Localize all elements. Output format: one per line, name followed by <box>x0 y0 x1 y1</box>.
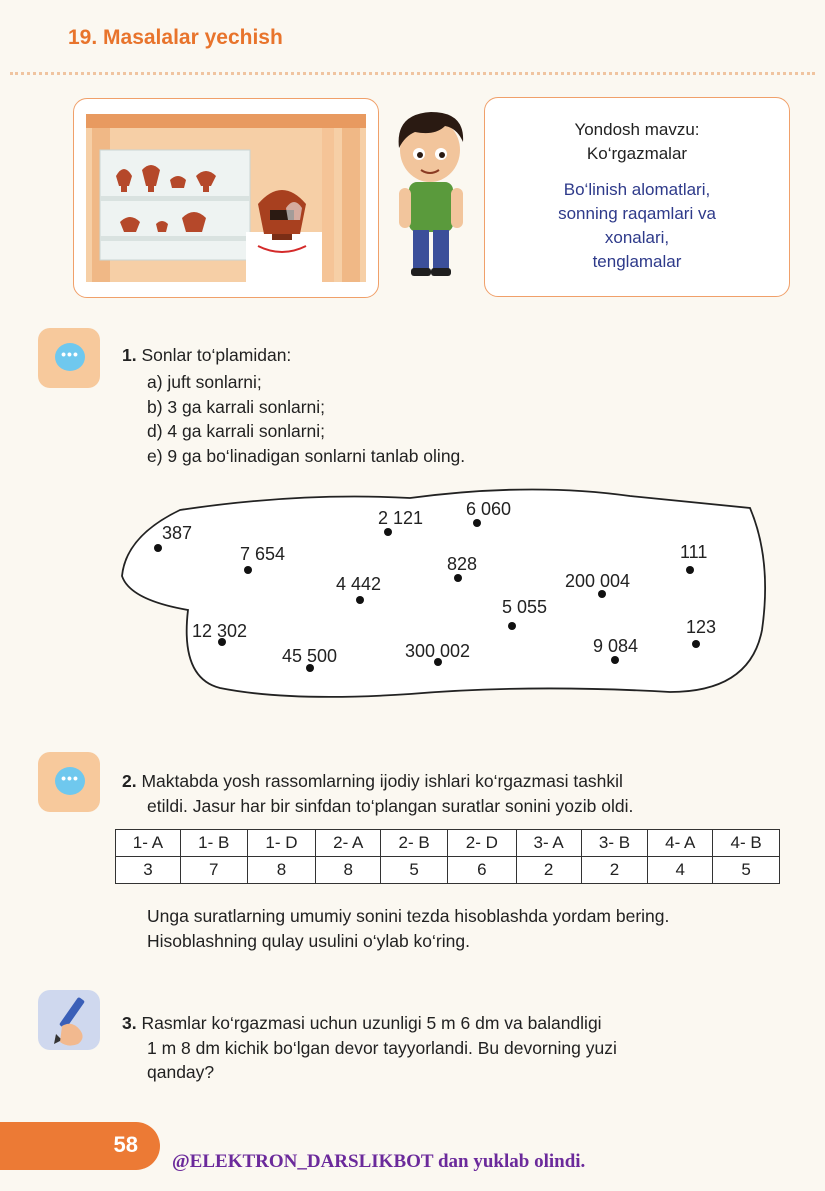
number-label: 2 121 <box>378 508 424 528</box>
task2-text: 2. Maktabda yosh rassomlarning ijodiy ishlari ko‘rgazmasi tashkil etildi. Jasur har bir sinfdan to‘plangan suratlar sonini yozib oldi. <box>122 771 634 816</box>
number-dot <box>686 566 694 574</box>
count-cell: 2 <box>581 857 648 884</box>
number-label: 123 <box>686 617 717 637</box>
number-label: 387 <box>162 523 193 543</box>
count-cell: 8 <box>247 857 316 884</box>
number-label: 9 084 <box>593 636 639 656</box>
chapter-title: 19. Masalalar yechish <box>68 26 283 49</box>
museum-exhibit-image <box>86 114 366 282</box>
class-cell: 3- B <box>581 830 648 857</box>
source-credit: @ELEKTRON_DARSLIKBOT dan yuklab olindi. <box>172 1151 586 1172</box>
number-dot <box>384 528 392 536</box>
number-label: 12 302 <box>192 621 248 641</box>
number-dot <box>154 544 162 552</box>
page-number-tab <box>0 1122 160 1170</box>
topic-title: Yondosh mavzu: Ko‘rgazmalar <box>574 120 700 163</box>
number-label: 111 <box>680 542 708 562</box>
number-label: 4 442 <box>336 574 382 594</box>
task1-prompt: 1. Sonlar to‘plamidan: <box>122 345 292 365</box>
number-dot <box>692 640 700 648</box>
number-label: 300 002 <box>405 641 471 661</box>
task1-items <box>147 370 465 468</box>
pencil-hand-icon <box>38 990 100 1050</box>
task1-item: d) 4 ga karrali sonlarni; <box>147 421 325 441</box>
chat-icon: ••• <box>38 752 100 812</box>
class-cell: 2- D <box>447 830 516 857</box>
class-cell: 1- A <box>116 830 181 857</box>
task1-item: a) juft sonlarni; <box>147 372 262 392</box>
number-label: 200 004 <box>565 571 631 591</box>
count-cell: 4 <box>648 857 713 884</box>
number-dot <box>454 574 462 582</box>
chat-icon: ••• <box>38 328 100 388</box>
topic-subjects: Bo‘linish alomatlari, sonning raqamlari va xonalari, tenglamalar <box>558 180 716 271</box>
task3-text: 3. Rasmlar ko‘rgazmasi uchun uzunligi 5 m 6 dm va balandligi 1 m 8 dm kichik bo‘lgan devor tayyorlandi. Bu devorning yuzi qanday? <box>122 1013 617 1082</box>
class-cell: 2- B <box>381 830 448 857</box>
class-cell: 1- B <box>180 830 247 857</box>
count-cell: 3 <box>116 857 181 884</box>
class-cell: 3- A <box>516 830 581 857</box>
number-cloud <box>110 480 780 710</box>
number-dot <box>611 656 619 664</box>
related-topic-card <box>484 97 790 297</box>
number-dot <box>356 596 364 604</box>
number-dot <box>244 566 252 574</box>
number-dot <box>508 622 516 630</box>
count-cell: 6 <box>447 857 516 884</box>
class-cell: 1- D <box>247 830 316 857</box>
page-number: 58 <box>113 1132 138 1157</box>
number-dot <box>473 519 481 527</box>
class-cell: 2- A <box>316 830 381 857</box>
class-cell: 4- B <box>713 830 780 857</box>
count-cell: 5 <box>713 857 780 884</box>
count-cell: 8 <box>316 857 381 884</box>
class-drawings-table <box>115 829 780 884</box>
number-label: 45 500 <box>282 646 338 666</box>
number-label: 7 654 <box>240 544 286 564</box>
task1-item: b) 3 ga karrali sonlarni; <box>147 396 325 417</box>
table-row <box>116 830 780 857</box>
count-cell: 5 <box>381 857 448 884</box>
number-label: 5 055 <box>502 597 548 617</box>
task2-question: Unga suratlarning umumiy sonini tezda hisoblashda yordam bering. Hisoblashning qulay usulini o‘ylab ko‘ring. <box>147 906 670 951</box>
task1-item: e) 9 ga bo‘linadigan sonlarni tanlab oling. <box>147 445 466 466</box>
header-divider <box>10 72 815 75</box>
museum-illustration-card <box>73 98 379 298</box>
class-cell: 4- A <box>648 830 713 857</box>
boy-illustration <box>385 108 477 278</box>
count-cell: 2 <box>516 857 581 884</box>
number-label: 6 060 <box>466 499 512 519</box>
number-label: 828 <box>447 554 478 574</box>
number-dot <box>598 590 606 598</box>
table-row <box>116 857 780 884</box>
count-cell: 7 <box>180 857 247 884</box>
